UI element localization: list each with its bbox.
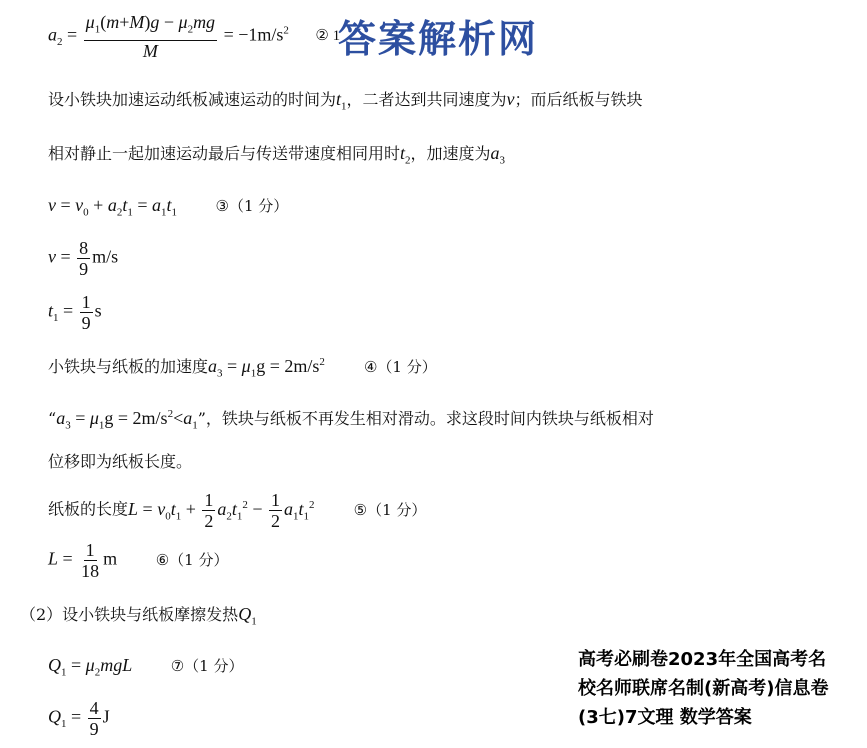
eq2-score-fragment: ② 1 xyxy=(315,28,341,45)
condition-line: “$a_3 = \mu_1g = 2m/s^2<a_1$”，铁块与纸板不再发生相对滑动。求这段时间内铁块与纸板相对 xyxy=(48,408,654,432)
equation-t1: $t_1$ = $\frac{1}{9}$ s xyxy=(48,292,102,333)
equation-5: 纸板的长度$L = v_0t_1$ + $\frac{1}{2}$ $a_2t_1^2$ − $\frac{1}{2}$ $a_1t_1^2$ ⑤（1 分） xyxy=(48,490,427,531)
equation-4: 小铁块与纸板的加速度$a_3 = \mu_1g = 2m/s^2$ ④（1 分） xyxy=(48,356,437,380)
part-2-heading: （2）设小铁块与纸板摩擦发热$Q_1$ xyxy=(20,604,257,628)
equation-a2: $a_2$ = $\frac{\mu_1(m+M)g - \mu_2mg}{M}$ = $-1m/s^2$ ② 1 xyxy=(48,12,341,61)
score-4: ④（1 分） xyxy=(363,358,437,376)
score-3: ③（1 分） xyxy=(215,197,289,215)
score-6: ⑥（1 分） xyxy=(155,550,229,569)
score-7: ⑦（1 分） xyxy=(170,657,244,675)
equation-7: $Q_1 = \mu_2mgL$ ⑦（1 分） xyxy=(48,655,244,679)
equation-q1: $Q_1$ = $\frac{4}{9}$ J xyxy=(48,698,110,739)
promo-caption: 高考必刷卷2023年全国高考名 校名师联席名制(新高考)信息卷 (3七)7文理 数学答案 xyxy=(578,649,829,728)
text-line-1: 设小铁块加速运动纸板减速运动的时间为$t_1$，二者达到共同速度为v；而后纸板与铁块 xyxy=(48,89,643,113)
equation-3: $v = v_0 + a_2t_1 = a_1t_1$ ③（1 分） xyxy=(48,195,289,219)
watermark-logo: 答案解析网 xyxy=(338,17,539,61)
equation-6: L = $\frac{1}{18}$ m ⑥（1 分） xyxy=(48,540,229,581)
equation-v: v = $\frac{8}{9}$ m/s xyxy=(48,238,119,279)
text-line-2: 相对静止一起加速运动最后与传送带速度相同用时$t_2$，加速度为$a_3$ xyxy=(48,143,506,167)
condition-line-2: 位移即为纸板长度。 xyxy=(48,452,193,471)
score-5: ⑤（1 分） xyxy=(353,500,427,519)
